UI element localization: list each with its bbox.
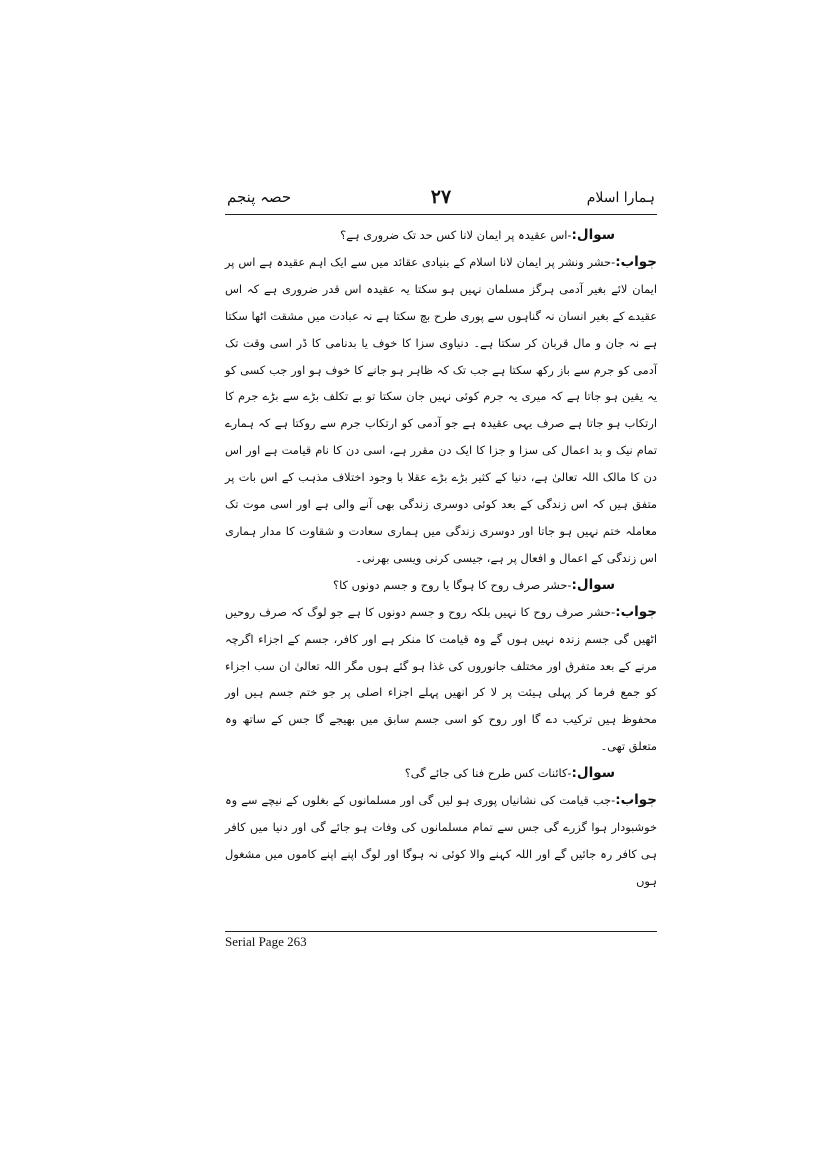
- running-header: [225, 188, 657, 215]
- answer-label: جواب:: [615, 253, 657, 270]
- answer-paragraph: [225, 249, 657, 572]
- answer-text: -حشر ونشر پر ایمان لانا اسلام کے بنیادی عقائد میں سے ایک اہم عقیدہ ہے اس پر ایمان لائے بغیر آدمی ہرگز مسلمان نہیں ہو سکتا یہ عقیدہ اس قدر ضروری ہے کہ اس عقیدے کے بغیر انسان نہ گناہوں سے پوری طرح بچ سکتا ہے نہ عبادت میں مشقت اٹھا سکتا ہے نہ جان و مال قربان کر سکتا ہے۔ دنیاوی سزا کا خوف یا بدنامی کا ڈر اسی وقت تک آدمی کو جرم سے باز رکھ سکتا ہے جب تک کہ ظاہر ہو جانے کا خوف ہو اور جب کسی کو یہ یقین ہو جاتا ہے کہ میری یہ جرم کوئی نہیں جان سکتا تو بے تکلف بڑے سے بڑے جرم کا ارتکاب ہو جاتا ہے صرف یہی عقیدہ ہے جو آدمی کو ارتکاب جرم سے روکتا ہے کہ ہمارے تمام نیک و بد اعمال کی سزا و جزا کا ایک دن مقرر ہے، اسی دن کا نام قیامت ہے اور اس دن کا مالک اللہ تعالیٰ ہے، دنیا کے کثیر بڑے بڑے عقلا با وجود اختلاف مذہب کے اس بات پر متفق ہیں کہ اس زندگی کے بعد کوئی دوسری زندگی بھی آنے والی ہے اور اسی موت تک معاملہ ختم نہیں ہو جاتا اور دوسری زندگی میں ہماری سعادت و شقاوت کا مدار ہماری اس زندگی کے اعمال و افعال پر ہے، جیسی کرنی ویسی بھرنی۔: [225, 254, 657, 565]
- question-paragraph: [225, 760, 657, 787]
- answer-label: جواب:: [615, 603, 657, 620]
- part-label: حصہ پنجم: [227, 188, 292, 206]
- answer-text: -جب قیامت کی نشانیاں پوری ہو لیں گی اور مسلمانوں کے بغلوں کے نیچے سے وہ خوشبودار ہوا گزرے گی جس سے تمام مسلمانوں کی وفات ہو جائے گی اور دنیا میں کافر ہی کافر رہ جائیں گے اور اللہ کہنے والا کوئی نہ ہوگا اور لوگ اپنے اپنے کاموں میں مشغول ہوں: [225, 793, 657, 888]
- answer-paragraph: [225, 599, 657, 760]
- page-body: [225, 222, 657, 895]
- question-label: سوال:: [571, 227, 615, 243]
- page-number: ۲۷: [430, 186, 452, 208]
- footer-divider: [225, 931, 657, 932]
- answer-label: جواب:: [615, 792, 657, 809]
- question-text: -حشر صرف روح کا ہوگا یا روح و جسم دونوں کا؟: [333, 577, 572, 592]
- answer-paragraph: [225, 787, 657, 895]
- question-label: سوال:: [571, 765, 615, 782]
- question-text: -کائنات کس طرح فنا کی جائے گی؟: [404, 766, 572, 781]
- answer-text: -حشر صرف روح کا نہیں بلکہ روح و جسم دونوں کا ہے جو لوگ کہ صرف روحیں اٹھیں گی جسم زندہ نہیں ہوں گے وہ قیامت کا منکر ہے اور کافر، جسم کے اجزاء اگرچہ مرنے کے بعد متفرق اور مختلف جانوروں کی غذا ہو گئے ہوں مگر اللہ تعالیٰ ان سب اجزاء کو جمع فرما کر پہلی ہیئت پر لا کر انھیں پہلے اجزاء اصلی پر جو ختم جسم ہیں اور محفوظ ہیں ترکیب دے گا اور روح کو اسی جسم سابق میں بھیجے گا جس کے ساتھ وہ متعلق تھی۔: [225, 604, 657, 754]
- book-page: [225, 188, 657, 988]
- question-label: سوال:: [571, 576, 615, 593]
- serial-page-footer: Serial Page 263: [225, 934, 307, 949]
- book-title: ہمارا اسلام: [586, 190, 655, 206]
- question-paragraph: [225, 222, 657, 249]
- question-text: -اس عقیدہ پر ایمان لانا کس حد تک ضروری ہے؟: [340, 228, 572, 242]
- question-paragraph: [225, 572, 657, 599]
